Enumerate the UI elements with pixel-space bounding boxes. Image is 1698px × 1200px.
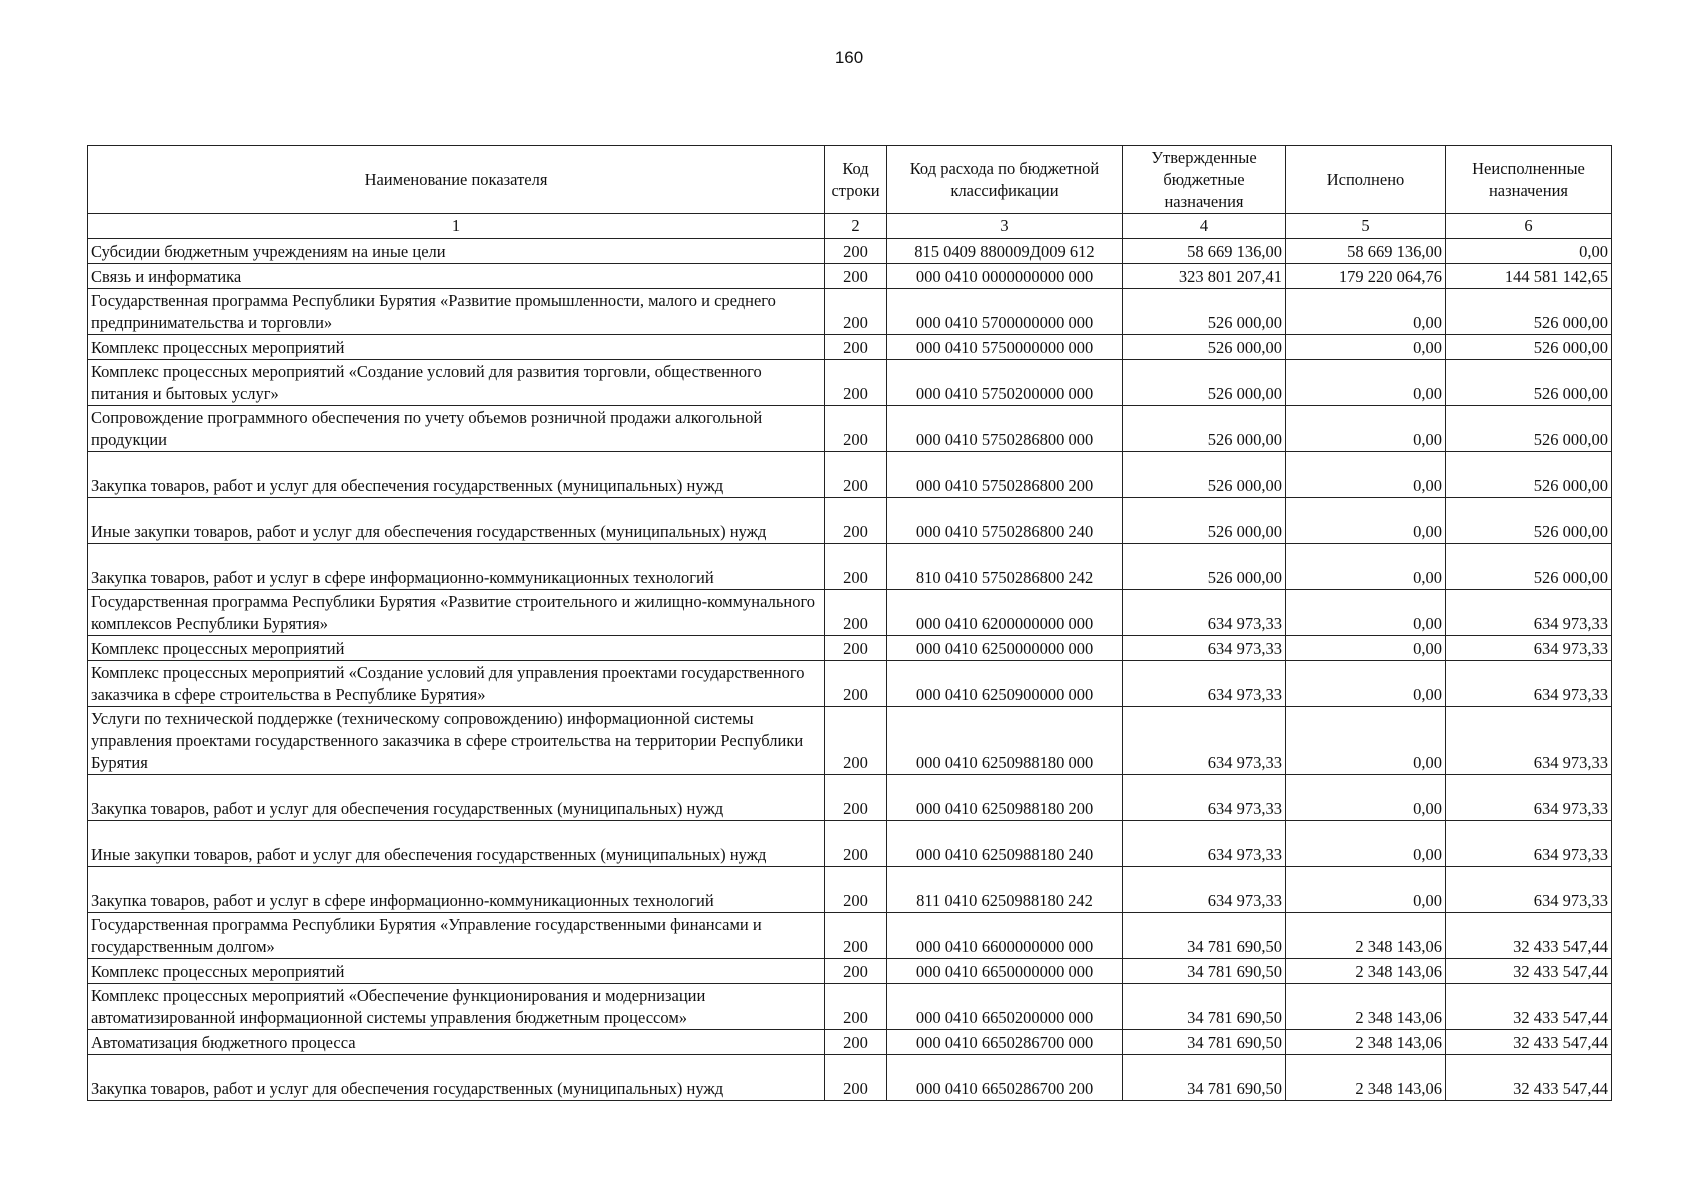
- executed-cell: 0,00: [1286, 498, 1446, 544]
- classification-cell: 815 0409 880009Д009 612: [887, 239, 1123, 264]
- approved-cell: 58 669 136,00: [1123, 239, 1286, 264]
- approved-cell: 34 781 690,50: [1123, 959, 1286, 984]
- unexecuted-cell: 634 973,33: [1446, 775, 1612, 821]
- unexecuted-cell: 526 000,00: [1446, 335, 1612, 360]
- table-row: [88, 264, 1612, 289]
- unexecuted-cell: 0,00: [1446, 239, 1612, 264]
- classification-cell: 000 0410 0000000000 000: [887, 264, 1123, 289]
- executed-cell: 0,00: [1286, 406, 1446, 452]
- header-unexecuted: Неисполненные назначения: [1446, 146, 1612, 214]
- approved-cell: 526 000,00: [1123, 452, 1286, 498]
- header-executed: Исполнено: [1286, 146, 1446, 214]
- table-row: [88, 707, 1612, 775]
- classification-cell: 000 0410 6650200000 000: [887, 984, 1123, 1030]
- unexecuted-cell: 526 000,00: [1446, 498, 1612, 544]
- classification-cell: 000 0410 5750286800 200: [887, 452, 1123, 498]
- table-row: [88, 544, 1612, 590]
- classification-cell: 000 0410 6650286700 000: [887, 1030, 1123, 1055]
- table-row: [88, 335, 1612, 360]
- executed-cell: 179 220 064,76: [1286, 264, 1446, 289]
- executed-cell: 0,00: [1286, 590, 1446, 636]
- table-row: [88, 821, 1612, 867]
- approved-cell: 634 973,33: [1123, 821, 1286, 867]
- row-code-cell: 200: [825, 406, 887, 452]
- executed-cell: 0,00: [1286, 661, 1446, 707]
- classification-cell: 000 0410 6250988180 000: [887, 707, 1123, 775]
- approved-cell: 634 973,33: [1123, 867, 1286, 913]
- classification-cell: 810 0410 5750286800 242: [887, 544, 1123, 590]
- indicator-name-cell: Комплекс процессных мероприятий «Создание условий для управления проектами государственного заказчика в сфере строительства в Республике Бурятия»: [88, 661, 825, 707]
- classification-cell: 000 0410 6650000000 000: [887, 959, 1123, 984]
- unexecuted-cell: 634 973,33: [1446, 661, 1612, 707]
- classification-cell: 000 0410 5750286800 240: [887, 498, 1123, 544]
- table-row: [88, 775, 1612, 821]
- table-row: [88, 867, 1612, 913]
- row-code-cell: 200: [825, 498, 887, 544]
- unexecuted-cell: 526 000,00: [1446, 406, 1612, 452]
- executed-cell: 0,00: [1286, 636, 1446, 661]
- row-code-cell: 200: [825, 661, 887, 707]
- executed-cell: 0,00: [1286, 289, 1446, 335]
- row-code-cell: 200: [825, 452, 887, 498]
- indicator-name-cell: Закупка товаров, работ и услуг в сфере информационно-коммуникационных технологий: [88, 544, 825, 590]
- unexecuted-cell: 32 433 547,44: [1446, 959, 1612, 984]
- approved-cell: 634 973,33: [1123, 661, 1286, 707]
- row-code-cell: 200: [825, 360, 887, 406]
- indicator-name-cell: Комплекс процессных мероприятий: [88, 335, 825, 360]
- executed-cell: 0,00: [1286, 821, 1446, 867]
- approved-cell: 323 801 207,41: [1123, 264, 1286, 289]
- unexecuted-cell: 526 000,00: [1446, 289, 1612, 335]
- table-row: [88, 289, 1612, 335]
- header-row-code: Код строки: [825, 146, 887, 214]
- indicator-name-cell: Закупка товаров, работ и услуг в сфере информационно-коммуникационных технологий: [88, 867, 825, 913]
- indicator-name-cell: Связь и информатика: [88, 264, 825, 289]
- indicator-name-cell: Комплекс процессных мероприятий: [88, 636, 825, 661]
- classification-cell: 000 0410 6250988180 240: [887, 821, 1123, 867]
- unexecuted-cell: 526 000,00: [1446, 452, 1612, 498]
- table-row: [88, 636, 1612, 661]
- executed-cell: 0,00: [1286, 452, 1446, 498]
- approved-cell: 34 781 690,50: [1123, 1030, 1286, 1055]
- column-number: 3: [887, 214, 1123, 239]
- indicator-name-cell: Комплекс процессных мероприятий «Создание условий для развития торговли, общественного питания и бытовых услуг»: [88, 360, 825, 406]
- classification-cell: 000 0410 5750000000 000: [887, 335, 1123, 360]
- unexecuted-cell: 32 433 547,44: [1446, 1055, 1612, 1101]
- unexecuted-cell: 32 433 547,44: [1446, 984, 1612, 1030]
- classification-cell: 000 0410 6250988180 200: [887, 775, 1123, 821]
- row-code-cell: 200: [825, 984, 887, 1030]
- row-code-cell: 200: [825, 1030, 887, 1055]
- classification-cell: 000 0410 6600000000 000: [887, 913, 1123, 959]
- indicator-name-cell: Сопровождение программного обеспечения по учету объемов розничной продажи алкогольной продукции: [88, 406, 825, 452]
- approved-cell: 526 000,00: [1123, 289, 1286, 335]
- indicator-name-cell: Иные закупки товаров, работ и услуг для обеспечения государственных (муниципальных) нужд: [88, 821, 825, 867]
- row-code-cell: 200: [825, 590, 887, 636]
- header-budget-classification: Код расхода по бюджетной классификации: [887, 146, 1123, 214]
- table-row: [88, 406, 1612, 452]
- unexecuted-cell: 634 973,33: [1446, 707, 1612, 775]
- table-row: [88, 590, 1612, 636]
- indicator-name-cell: Закупка товаров, работ и услуг для обеспечения государственных (муниципальных) нужд: [88, 1055, 825, 1101]
- row-code-cell: 200: [825, 544, 887, 590]
- unexecuted-cell: 634 973,33: [1446, 821, 1612, 867]
- classification-cell: 000 0410 5750286800 000: [887, 406, 1123, 452]
- indicator-name-cell: Закупка товаров, работ и услуг для обеспечения государственных (муниципальных) нужд: [88, 452, 825, 498]
- budget-execution-table: [87, 145, 1612, 1101]
- approved-cell: 526 000,00: [1123, 544, 1286, 590]
- table-row: [88, 498, 1612, 544]
- header-approved: Утвержденные бюджетные назначения: [1123, 146, 1286, 214]
- unexecuted-cell: 634 973,33: [1446, 636, 1612, 661]
- executed-cell: 0,00: [1286, 707, 1446, 775]
- row-code-cell: 200: [825, 335, 887, 360]
- approved-cell: 634 973,33: [1123, 775, 1286, 821]
- approved-cell: 526 000,00: [1123, 360, 1286, 406]
- column-number: 5: [1286, 214, 1446, 239]
- unexecuted-cell: 32 433 547,44: [1446, 1030, 1612, 1055]
- page-number: 160: [834, 48, 864, 67]
- approved-cell: 634 973,33: [1123, 590, 1286, 636]
- table-row: [88, 239, 1612, 264]
- indicator-name-cell: Комплекс процессных мероприятий: [88, 959, 825, 984]
- table-row: [88, 1030, 1612, 1055]
- classification-cell: 000 0410 5750200000 000: [887, 360, 1123, 406]
- executed-cell: 0,00: [1286, 335, 1446, 360]
- indicator-name-cell: Государственная программа Республики Бурятия «Развитие строительного и жилищно-коммунального комплексов Республики Бурятия»: [88, 590, 825, 636]
- row-code-cell: 200: [825, 913, 887, 959]
- indicator-name-cell: Иные закупки товаров, работ и услуг для обеспечения государственных (муниципальных) нужд: [88, 498, 825, 544]
- unexecuted-cell: 144 581 142,65: [1446, 264, 1612, 289]
- header-indicator-name: Наименование показателя: [88, 146, 825, 214]
- classification-cell: 000 0410 6200000000 000: [887, 590, 1123, 636]
- classification-cell: 000 0410 6250000000 000: [887, 636, 1123, 661]
- indicator-name-cell: Закупка товаров, работ и услуг для обеспечения государственных (муниципальных) нужд: [88, 775, 825, 821]
- unexecuted-cell: 526 000,00: [1446, 544, 1612, 590]
- indicator-name-cell: Автоматизация бюджетного процесса: [88, 1030, 825, 1055]
- executed-cell: 0,00: [1286, 775, 1446, 821]
- approved-cell: 34 781 690,50: [1123, 913, 1286, 959]
- header-row: [88, 146, 1612, 214]
- table-row: [88, 959, 1612, 984]
- approved-cell: 526 000,00: [1123, 498, 1286, 544]
- indicator-name-cell: Субсидии бюджетным учреждениям на иные цели: [88, 239, 825, 264]
- table-row: [88, 452, 1612, 498]
- table-row: [88, 1055, 1612, 1101]
- row-code-cell: 200: [825, 1055, 887, 1101]
- executed-cell: 0,00: [1286, 360, 1446, 406]
- column-number: 4: [1123, 214, 1286, 239]
- unexecuted-cell: 32 433 547,44: [1446, 913, 1612, 959]
- executed-cell: 2 348 143,06: [1286, 984, 1446, 1030]
- row-code-cell: 200: [825, 264, 887, 289]
- table-row: [88, 984, 1612, 1030]
- row-code-cell: 200: [825, 959, 887, 984]
- executed-cell: 2 348 143,06: [1286, 1030, 1446, 1055]
- unexecuted-cell: 634 973,33: [1446, 867, 1612, 913]
- row-code-cell: 200: [825, 289, 887, 335]
- row-code-cell: 200: [825, 239, 887, 264]
- classification-cell: 811 0410 6250988180 242: [887, 867, 1123, 913]
- column-number-row: [88, 214, 1612, 239]
- table-row: [88, 913, 1612, 959]
- unexecuted-cell: 526 000,00: [1446, 360, 1612, 406]
- indicator-name-cell: Комплекс процессных мероприятий «Обеспечение функционирования и модернизации автоматизированной информационной системы управления бюджетным процессом»: [88, 984, 825, 1030]
- executed-cell: 2 348 143,06: [1286, 913, 1446, 959]
- classification-cell: 000 0410 5700000000 000: [887, 289, 1123, 335]
- approved-cell: 634 973,33: [1123, 636, 1286, 661]
- row-code-cell: 200: [825, 867, 887, 913]
- approved-cell: 526 000,00: [1123, 335, 1286, 360]
- column-number: 1: [88, 214, 825, 239]
- unexecuted-cell: 634 973,33: [1446, 590, 1612, 636]
- indicator-name-cell: Государственная программа Республики Бурятия «Развитие промышленности, малого и среднего предпринимательства и торговли»: [88, 289, 825, 335]
- classification-cell: 000 0410 6250900000 000: [887, 661, 1123, 707]
- indicator-name-cell: Государственная программа Республики Бурятия «Управление государственными финансами и государственным долгом»: [88, 913, 825, 959]
- approved-cell: 34 781 690,50: [1123, 984, 1286, 1030]
- column-number: 2: [825, 214, 887, 239]
- approved-cell: 34 781 690,50: [1123, 1055, 1286, 1101]
- indicator-name-cell: Услуги по технической поддержке (техническому сопровождению) информационной системы управления проектами государственного заказчика в сфере строительства на территории Республики Бурятия: [88, 707, 825, 775]
- table-row: [88, 360, 1612, 406]
- executed-cell: 2 348 143,06: [1286, 1055, 1446, 1101]
- table-row: [88, 661, 1612, 707]
- row-code-cell: 200: [825, 707, 887, 775]
- executed-cell: 58 669 136,00: [1286, 239, 1446, 264]
- executed-cell: 0,00: [1286, 544, 1446, 590]
- approved-cell: 526 000,00: [1123, 406, 1286, 452]
- executed-cell: 0,00: [1286, 867, 1446, 913]
- row-code-cell: 200: [825, 821, 887, 867]
- row-code-cell: 200: [825, 775, 887, 821]
- approved-cell: 634 973,33: [1123, 707, 1286, 775]
- classification-cell: 000 0410 6650286700 200: [887, 1055, 1123, 1101]
- column-number: 6: [1446, 214, 1612, 239]
- row-code-cell: 200: [825, 636, 887, 661]
- executed-cell: 2 348 143,06: [1286, 959, 1446, 984]
